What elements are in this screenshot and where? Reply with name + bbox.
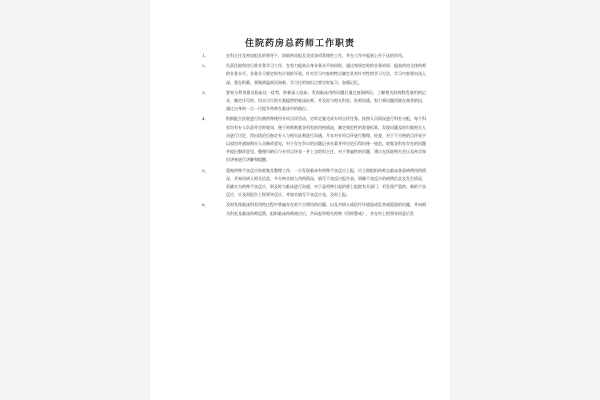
item-text: 重视药物不良反应的收集及整理工作，一旦发现临床有药物不良反应上报，应立即组织药师去临床查看病例用药情况，并询问病人相关信息，多方核实病人用药情况，填写不良反应报告表，明确不良反应的病例信息及发生情况，若确实为药物不良反应，则及时与临床进行沟通，对于是药物引起的要上报院有关部门，若发现严重的、新的不良反应，应及时报告上级领导反应，并如实填写不良反应表，及时上报。 bbox=[226, 167, 426, 198]
item-text: 在科主任及药房组长的领导下，协助药房组长完成各项常规性工作，并在工作中起到上传下达的作用。 bbox=[226, 53, 406, 58]
list-item bbox=[150, 89, 450, 114]
item-number: 2、 bbox=[202, 63, 209, 69]
list-item bbox=[150, 62, 450, 87]
item-text: 要充分利用靠近临床这一优势，积极深入临床，发现临床用药问题后通过查阅病历，了解相关的病程发展用药记录，制定详尽的、切实可行的方案提供给临床医师，并及时与相关科室、医师沟通，努力将问题消除在萌芽阶段，通过自身的一点一行提升药师在临床中的地位。 bbox=[226, 89, 426, 112]
page-title: 住院药房总药师工作职责 bbox=[244, 39, 355, 49]
list-item bbox=[150, 52, 450, 60]
list-item bbox=[150, 115, 450, 164]
document-page bbox=[150, 0, 450, 400]
list-item bbox=[150, 167, 450, 200]
duty-list bbox=[150, 52, 450, 220]
item-text: 及时发现临床科室用药过程中普遍存在的不合理用药问题，以及对病人或医疗环境造成危害或隐患的问题，并向相关科室及临床药师反馈，组织临床药师商讨后，共同起草相关药物《用药警戒》，并在经上级领导同意后发 bbox=[226, 202, 426, 216]
item-number: 6、 bbox=[202, 202, 209, 208]
item-text: 积极配合医院进行抗菌药物使用专项点评活动，定时定量完成专项点评任务。按照人员情况进行科室分配，每个科室均有专人负责并定时轮岗，便于药师熟悉各科室的用药情况，制定规范性的督查标准，发现问题及时归集相关人员进行讨论，得出结论后指定专人与相关医师进行沟通。月末对专项点评进行整理、检查，对于不合格的点评表予以驳回并通知相关人员修改意见，对于存在争议的问题记录在案并经讨论后得出统一规范。收集各科室存在的问题并提出整改意见，整理归纳后与专项点评表一并上交给科主任，对于普遍性的问题，建议在医院相关会议及药学知识讲座进行讲解和提醒。 bbox=[226, 116, 426, 163]
item-number: 3、 bbox=[202, 89, 209, 95]
item-number: 1、 bbox=[202, 53, 209, 58]
item-number: 4、 bbox=[202, 116, 209, 122]
item-text: 负责住院药房日常业务学习工作，在努力提高自身业务水平的同时，通过每周定时的业务培训，提高药房全体药师的业务水平。业务学习要定时有计划的开展，针对学习内容的特点制定具有针对性的学习方法，学习内容要由浅入深，重在积累，要做到温故而知新，学习过的知识点要定时复习，加强记忆。 bbox=[226, 63, 426, 85]
item-number: 5、 bbox=[202, 167, 209, 173]
list-item bbox=[150, 201, 450, 217]
